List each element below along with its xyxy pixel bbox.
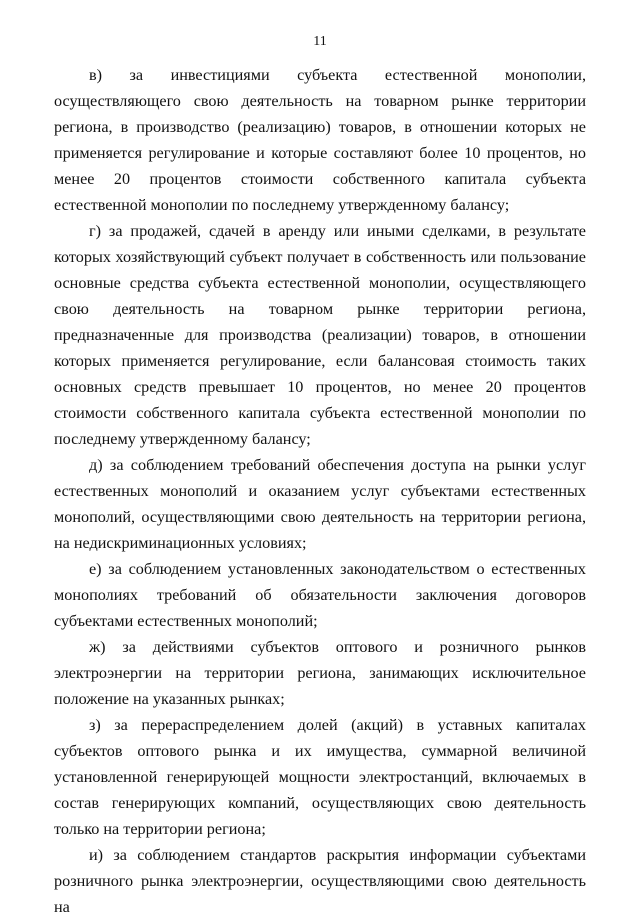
paragraph-z: з) за перераспределением долей (акций) в уставных капиталах субъектов оптового рынка и их имущества, суммарной величиной установленной генерирующей мощности электростанций, включаемых в состав генерирующих компаний, осуществляющих свою деятельность только на территории региона; (54, 716, 586, 838)
paragraph-g: г) за продажей, сдачей в аренду или иными сделками, в результате которых хозяйствующий субъект получает в собственность или пользование основные средства субъекта естественной монополии, осуществляющего свою деятельность на товарном рынке территории региона, предназначенные для производства (реализации) товаров, в отношении которых применяется регулирование, если балансовая стоимость таких основных средств превышает 10 процентов, но менее 20 процентов стоимости собственного капитала субъекта естественной монополии по последнему утвержденному балансу; (54, 222, 586, 448)
paragraph-i: и) за соблюдением стандартов раскрытия информации субъектами розничного рынка электроэнергии, осуществляющими свою деятельность на (54, 846, 586, 916)
paragraph-d: д) за соблюдением требований обеспечения доступа на рынки услуг естественных монополий и оказанием услуг субъектами естественных монополий, осуществляющими свою деятельность на территории региона, на недискриминационных условиях; (54, 456, 586, 552)
document-body (54, 62, 586, 920)
paragraph-e: е) за соблюдением установленных законодательством о естественных монополиях требований об обязательности заключения договоров субъектами естественных монополий; (54, 560, 586, 630)
paragraph-v: в) за инвестициями субъекта естественной монополии, осуществляющего свою деятельность на товарном рынке территории региона, в производство (реализацию) товаров, в отношении которых не применяется регулирование и которые составляют более 10 процентов, но менее 20 процентов стоимости собственного капитала субъекта естественной монополии по последнему утвержденному балансу; (54, 66, 586, 214)
page-number: 11 (313, 34, 327, 49)
paragraph-zh: ж) за действиями субъектов оптового и розничного рынков электроэнергии на территории региона, занимающих исключительное положение на указанных рынках; (54, 638, 586, 708)
